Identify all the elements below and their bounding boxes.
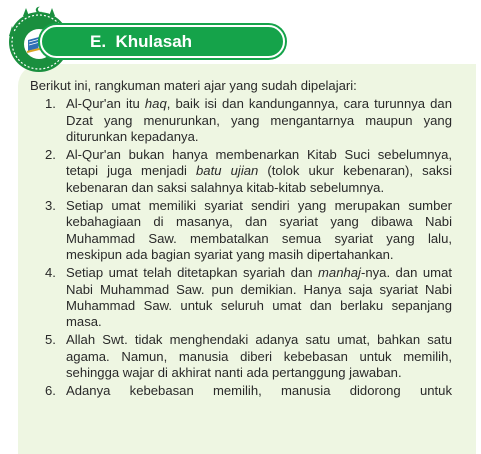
section-title-bar xyxy=(40,25,285,58)
list-number: 1. xyxy=(45,96,56,112)
list-text: Al-Qur'an itu haq, baik isi dan kandungannya, cara turunnya dan Dzat yang menurunkan, yang mengantarnya maupun yang diturunkan kepadanya. xyxy=(66,96,452,144)
intro-text: Berikut ini, rangkuman materi ajar yang sudah dipelajari: xyxy=(30,78,357,93)
list-text: Adanya kebebasan memilih, manusia didorong untuk xyxy=(66,383,452,399)
section-title xyxy=(90,27,192,56)
list-item xyxy=(28,198,452,263)
list-item xyxy=(28,332,452,381)
summary-content xyxy=(28,78,452,400)
list-text: Setiap umat memiliki syariat sendiri yang merupakan sumber kebahagiaan di masanya, dan syariat yang dibawa Nabi Muhammad Saw. membatalkan semua syariat yang lalu, meskipun ada bagian syariat yang masih dipertahankan. xyxy=(66,198,452,262)
list-text: Setiap umat telah ditetapkan syariah dan manhaj-nya. dan umat Nabi Muhammad Saw. pun demikian. Hanya saja syariat Nabi Muhammad Saw. untuk seluruh umat dan berlaku sepanjang masa. xyxy=(66,265,453,330)
list-number: 3. xyxy=(45,198,56,214)
list-number: 5. xyxy=(45,332,56,348)
list-number: 4. xyxy=(45,265,56,281)
list-item xyxy=(28,265,452,330)
summary-list xyxy=(28,96,452,399)
list-item xyxy=(28,383,452,399)
section-title-text: Khulasah xyxy=(115,32,193,51)
list-text: Allah Swt. tidak menghendaki adanya satu umat, bahkan satu agama. Namun, manusia diberi kebebasan untuk memilih, sehingga wajar di akhirat nanti ada pertanggung jawaban. xyxy=(66,332,452,381)
list-text: Al-Qur'an bukan hanya membenarkan Kitab Suci sebelumnya, tetapi juga menjadi batu ujian (tolok ukur kebenaran), saksi kebenaran dan saksi salahnya kitab-kitab sebelumnya. xyxy=(66,147,452,195)
list-item xyxy=(28,147,452,196)
list-number: 2. xyxy=(45,147,56,163)
section-letter: E. xyxy=(90,32,107,51)
list-item xyxy=(28,96,452,145)
list-number: 6. xyxy=(45,383,56,399)
